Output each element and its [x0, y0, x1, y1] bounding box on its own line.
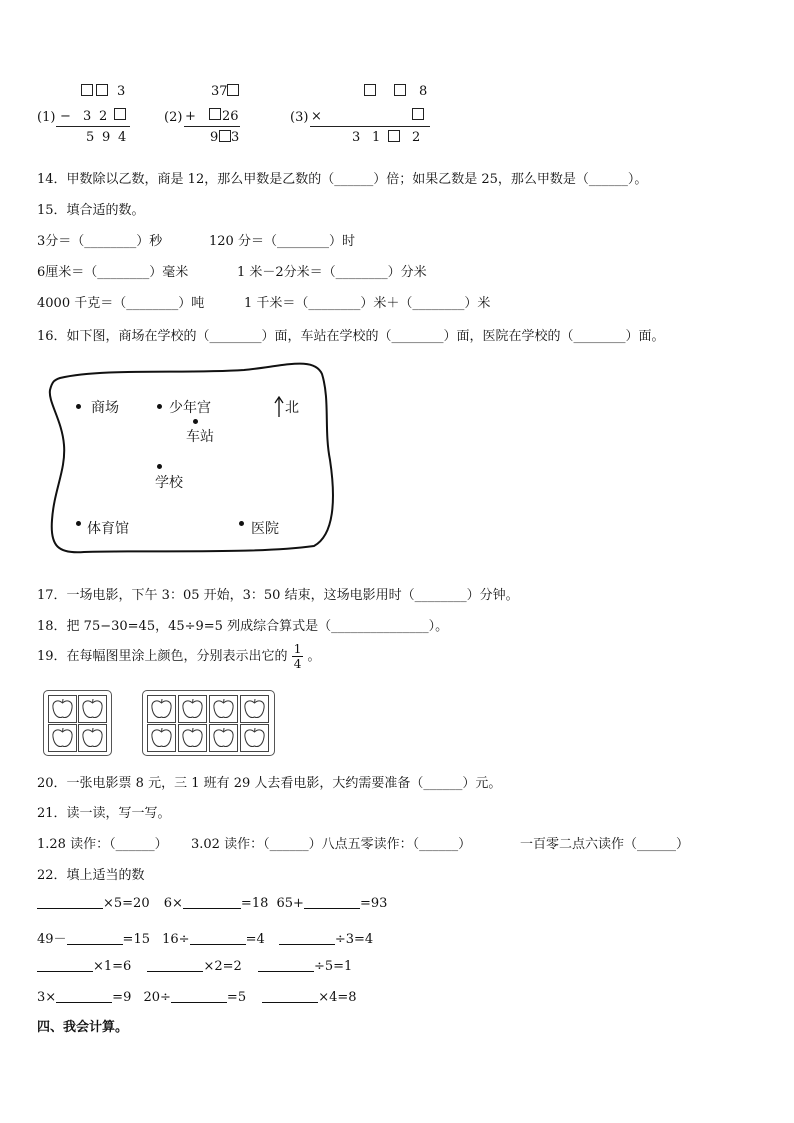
- apple-icon: [179, 696, 206, 722]
- section-heading: 四、我会计算。: [37, 1020, 129, 1035]
- question-22-title: 22．填上适当的数: [37, 868, 145, 883]
- q15-item: 3分＝（________）秒: [37, 234, 163, 249]
- q22-row: ×5=20 6× =18 65+ =93: [37, 896, 387, 911]
- sum-line: [56, 126, 130, 127]
- question-20: 20．一张电影票 8 元，三 1 班有 29 人去看电影，大约需要准备（______）元。: [37, 776, 502, 791]
- apple-icon: [148, 696, 175, 722]
- apple-icon: [241, 725, 268, 751]
- q21-item: 一百零二点六读作（______）: [520, 837, 690, 852]
- answer-blank[interactable]: [147, 959, 203, 972]
- sum-line: [184, 126, 240, 127]
- answer-blank[interactable]: [37, 896, 103, 909]
- product-line: [310, 126, 430, 127]
- digit: 9: [210, 130, 219, 145]
- location-dot: [157, 404, 162, 409]
- times-sign: ×: [311, 109, 322, 124]
- map-label-chezhan: 车站: [186, 429, 214, 445]
- question-15-title: 15．填合适的数。: [37, 203, 145, 218]
- digit: 2: [99, 109, 108, 124]
- question-19: 19．在每幅图里涂上颜色，分别表示出它的 $\frac{1}{4}$ 。: [37, 642, 321, 671]
- answer-blank[interactable]: [190, 932, 246, 945]
- blank-box[interactable]: [394, 84, 406, 96]
- digit: 4: [118, 130, 127, 145]
- map-label-yiyuan: 医院: [251, 521, 279, 537]
- q15-item: 1 千米＝（________）米＋（________）米: [244, 296, 491, 311]
- q15-item: 4000 千克＝（________）吨: [37, 296, 205, 311]
- apple-icon: [49, 725, 76, 751]
- answer-blank[interactable]: [37, 959, 93, 972]
- blank-box[interactable]: [219, 130, 231, 142]
- apple-cell[interactable]: [240, 724, 269, 752]
- apple-panel-4: [43, 690, 112, 756]
- apple-cell[interactable]: [78, 724, 107, 752]
- answer-blank[interactable]: [262, 990, 318, 1003]
- problem-label: (3): [290, 110, 309, 125]
- apple-cell[interactable]: [147, 695, 176, 723]
- location-dot: [193, 419, 198, 424]
- problem-label: (1): [37, 110, 56, 125]
- apple-cell[interactable]: [209, 695, 238, 723]
- north-arrow-icon: [274, 396, 284, 418]
- blank-box[interactable]: [114, 108, 126, 120]
- plus-sign: +: [185, 109, 196, 124]
- apple-icon: [241, 696, 268, 722]
- digit: 3: [83, 109, 92, 124]
- apple-cell[interactable]: [78, 695, 107, 723]
- location-dot: [76, 404, 81, 409]
- apple-icon: [79, 696, 106, 722]
- fraction: $\frac{1}{4}$: [293, 642, 302, 671]
- location-dot: [76, 521, 81, 526]
- apple-cell[interactable]: [240, 695, 269, 723]
- apple-icon: [210, 725, 237, 751]
- apple-icon: [79, 725, 106, 751]
- apple-icon: [49, 696, 76, 722]
- question-19-text: 19．在每幅图里涂上颜色，分别表示出它的: [37, 649, 288, 664]
- apple-cell[interactable]: [147, 724, 176, 752]
- answer-blank[interactable]: [304, 896, 360, 909]
- digit: 2: [412, 130, 421, 145]
- q15-item: 1 米－2分米＝（________）分米: [237, 265, 427, 280]
- question-14: 14．甲数除以乙数，商是 12，那么甲数是乙数的（______）倍；如果乙数是 25，那么甲数是（______）。: [37, 172, 648, 187]
- digit: 3: [352, 130, 361, 145]
- map-label-xuexiao: 学校: [155, 475, 183, 491]
- answer-blank[interactable]: [67, 932, 123, 945]
- apple-cell[interactable]: [209, 724, 238, 752]
- blank-box[interactable]: [209, 108, 221, 120]
- answer-blank[interactable]: [279, 932, 335, 945]
- question-17: 17．一场电影，下午 3：05 开始，3：50 结束，这场电影用时（________）分钟。: [37, 588, 519, 603]
- answer-blank[interactable]: [258, 959, 314, 972]
- number: 26: [222, 109, 239, 124]
- map-label-tiyuguan: 体育馆: [87, 521, 129, 537]
- question-16: 16．如下图，商场在学校的（________）面，车站在学校的（________）面，医院在学校的（________）面。: [37, 329, 665, 344]
- minus-sign: −: [60, 109, 71, 124]
- q21-item: 3.02 读作：（______）八点五零读作：（______）: [191, 837, 472, 852]
- blank-box[interactable]: [227, 84, 239, 96]
- answer-blank[interactable]: [56, 990, 112, 1003]
- map-label-shaoniangong: 少年宫: [169, 400, 211, 416]
- map-label-north: 北: [285, 400, 299, 416]
- question-18: 18．把 75−30=45，45÷9=5 列成综合算式是（_______________）。: [37, 619, 449, 634]
- blank-box[interactable]: [388, 130, 400, 142]
- apple-cell[interactable]: [48, 695, 77, 723]
- blank-box[interactable]: [96, 84, 108, 96]
- apple-panel-8: [142, 690, 275, 756]
- apple-cell[interactable]: [48, 724, 77, 752]
- answer-blank[interactable]: [183, 896, 241, 909]
- q15-item: 6厘米＝（________）毫米: [37, 265, 189, 280]
- location-dot: [239, 521, 244, 526]
- q22-row: ×1=6 ×2=2 ÷5=1: [37, 959, 352, 974]
- location-dot: [157, 464, 162, 469]
- apple-cell[interactable]: [178, 724, 207, 752]
- digit: 5: [86, 130, 95, 145]
- blank-box[interactable]: [81, 84, 93, 96]
- question-21-title: 21．读一读，写一写。: [37, 806, 171, 821]
- answer-blank[interactable]: [171, 990, 227, 1003]
- problem-label: (2): [164, 110, 183, 125]
- apple-icon: [148, 725, 175, 751]
- apple-icon: [210, 696, 237, 722]
- digit: 8: [419, 84, 428, 99]
- blank-box[interactable]: [364, 84, 376, 96]
- q22-row: 49－ =15 16÷ =4 ÷3=4: [37, 932, 374, 947]
- digit: 1: [372, 130, 381, 145]
- blank-box[interactable]: [412, 108, 424, 120]
- digit: 3: [117, 84, 126, 99]
- number: 37: [211, 84, 228, 99]
- q22-row: 3× =9 20÷ =5 ×4=8: [37, 990, 357, 1005]
- apple-cell[interactable]: [178, 695, 207, 723]
- q21-item: 1.28 读作：（______）: [37, 837, 168, 852]
- q15-item: 120 分＝（________）时: [209, 234, 355, 249]
- map-label-shangchang: 商场: [91, 400, 119, 416]
- digit: 3: [231, 130, 240, 145]
- apple-icon: [179, 725, 206, 751]
- digit: 9: [102, 130, 111, 145]
